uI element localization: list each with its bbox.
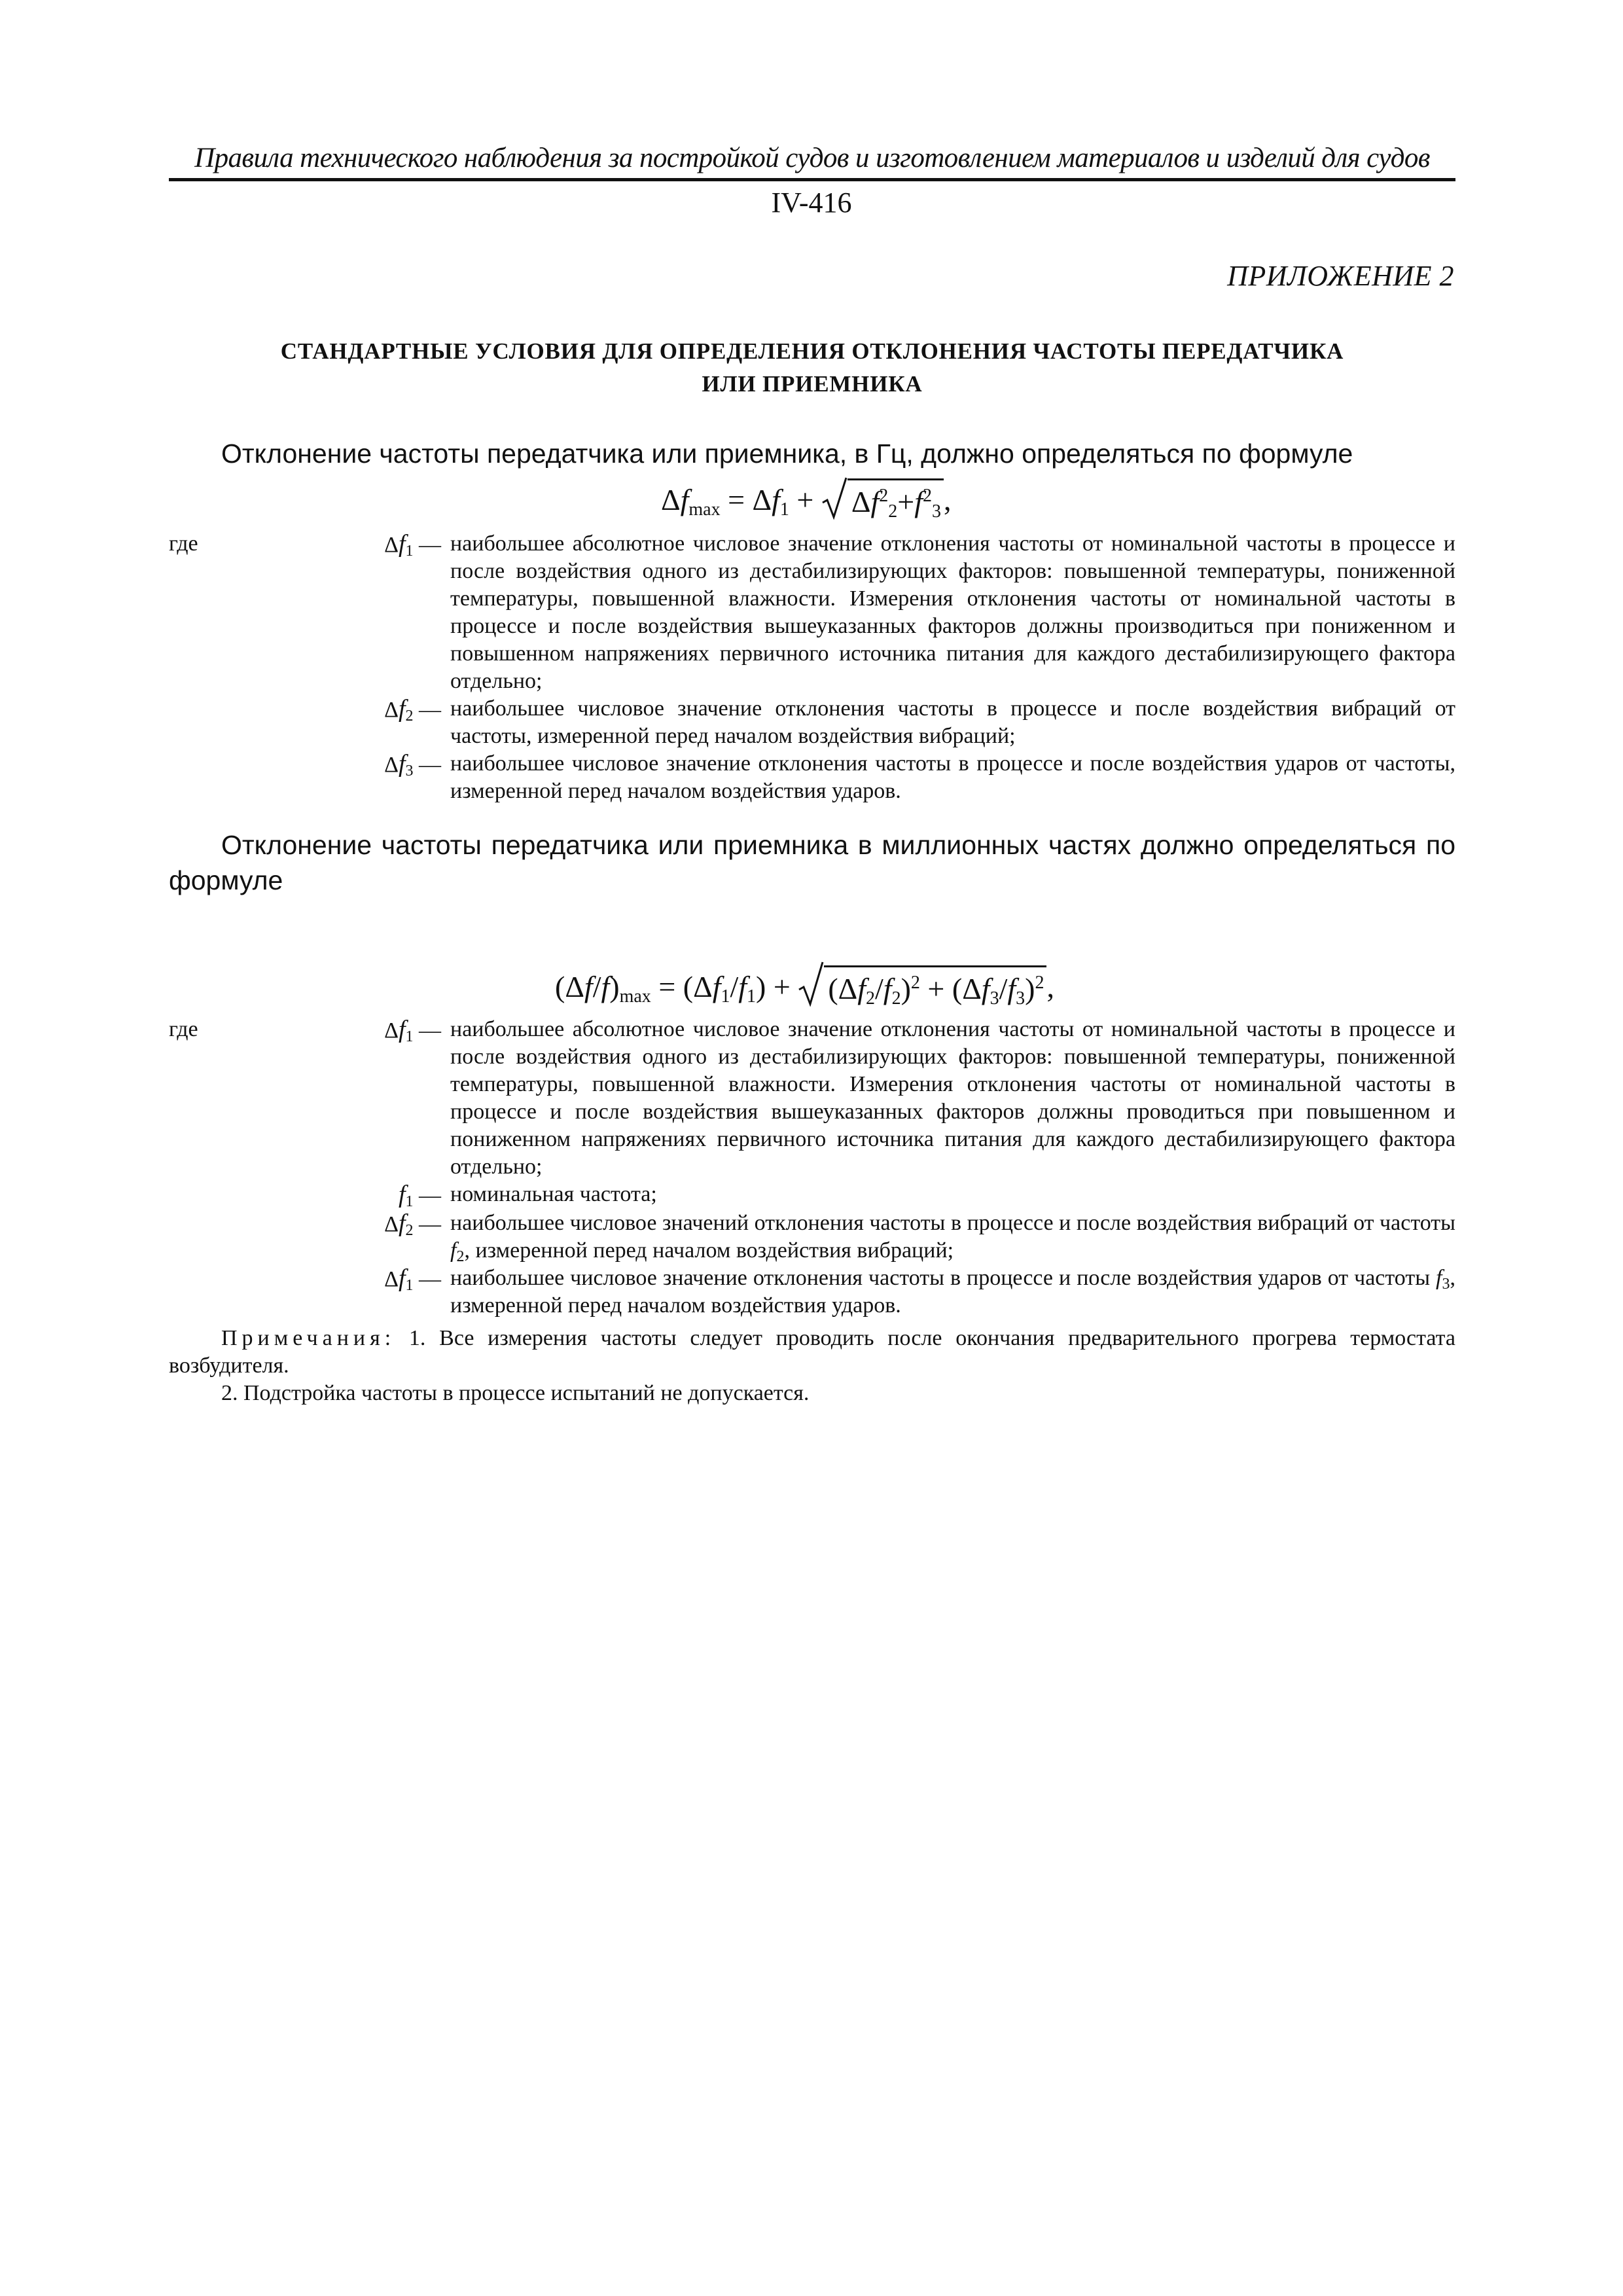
definition-text: наибольшее абсолютное числовое значение отклонения частоты от номинальной частоты в процессе и после воздействия одного из дестабилизирующих факторов: повышенной температуры, пониженной температуры, повышенной влажности. Измерения отклонения частоты от номинальной частоты в процессе и после воздействия вышеуказанных факторов должны производиться при пониженном и повышенном напряжениях первичного источника питания для каждого дестабилизирующего фактора отдельно; [450,531,1455,693]
section1-intro: Отклонение частоты передатчика или приемника, в Гц, должно определяться по формуле [221,439,1353,469]
square-root-sign: $\Delta f^2_2+f^2_3$ [821,476,944,520]
notes-label: Примечания: [221,1326,396,1350]
note-1: Примечания: 1. Все измерения частоты следует проводить после окончания предварительного прогрева термостата возбудителя. [169,1326,1456,1378]
definition-row [169,530,1455,695]
where-label: где [169,531,198,556]
definition-text: наибольшее числовое значение отклонения частоты в процессе и после воздействия вибраций от частоты, измеренной перед началом воздействия вибраций; [450,696,1455,748]
formula-hz: $\Delta f_{max} = \Delta f_1$ + $\Delta f^2_2+f^2_3$ , [661,476,951,520]
appendix-label: ПРИЛОЖЕНИЕ 2 [1227,260,1454,292]
formula-ppm: $(\Delta f/f)_{max} = (\Delta f_1/f_1)$ + $(\Delta f_2/f_2)^2 + (\Delta f_3/f_3)^2$ , [555,961,1054,1007]
notes-block [169,1325,1455,1407]
square-root-sign: $(\Delta f_2/f_2)^2 + (\Delta f_3/f_3)^2$ [798,961,1046,1007]
definition-text: наибольшее числовое значений отклонения частоты в процессе и после воздействия вибраций от частоты $f_2$, измеренной перед началом воздействия вибраций; [450,1211,1455,1265]
definition-row [169,1016,1455,1181]
section2-definitions [169,1016,1455,1319]
definition-row [169,695,1455,750]
definition-symbol: $\Delta f_1$ — [384,1016,441,1045]
header-rule [169,178,1455,181]
definition-text: наибольшее числовое значение отклонения частоты в процессе и после воздействия ударов от частоты, измеренной перед началом воздействия ударов. [450,751,1455,803]
running-header-title: Правила технического наблюдения за постройкой судов и изготовлением материалов и изделий для судов [194,143,1430,173]
title-line-2: ИЛИ ПРИЕМНИКА [702,371,923,397]
definition-symbol: $\Delta f_2$ — [384,695,441,725]
definition-symbol: $\Delta f_1$ — [384,1265,441,1294]
definition-symbol: $\Delta f_2$ — [384,1210,441,1239]
definition-text: наибольшее абсолютное числовое значение отклонения частоты от номинальной частоты в процессе и после воздействия одного из дестабилизирующих факторов: повышенной температуры, пониженной температуры, повышенной влажности. Измерения отклонения частоты от номинальной частоты в процессе и после воздействия вышеуказанных факторов должны проводиться при повышенном и пониженном напряжениях первичного источника питания для каждого дестабилизирующего фактора отдельно; [450,1017,1455,1179]
title-line-1: СТАНДАРТНЫЕ УСЛОВИЯ ДЛЯ ОПРЕДЕЛЕНИЯ ОТКЛОНЕНИЯ ЧАСТОТЫ ПЕРЕДАТЧИКА [280,338,1344,364]
definition-row [169,1181,1455,1210]
section2-intro: Отклонение частоты передатчика или приемника в миллионных частях должно определяться по формуле [169,830,1455,895]
where-label: где [169,1017,198,1041]
definition-text: номинальная частота; [450,1182,657,1206]
definition-symbol: $\Delta f_3$ — [384,750,441,780]
definition-row [169,1265,1455,1319]
definition-symbol: $f_1$ — [398,1181,441,1210]
definition-row [169,1210,1455,1265]
definition-symbol: $\Delta f_1$ — [384,530,441,560]
section1-definitions [169,530,1455,805]
definition-text: наибольшее числовое значение отклонения частоты в процессе и после воздействия ударов от частоты $f_3$, измеренной перед началом воздействия ударов. [450,1266,1455,1318]
page-number: IV-416 [771,187,852,219]
document-title [169,335,1455,401]
definition-row [169,750,1455,805]
note-2: 2. Подстройка частоты в процессе испытаний не допускается. [221,1381,810,1405]
